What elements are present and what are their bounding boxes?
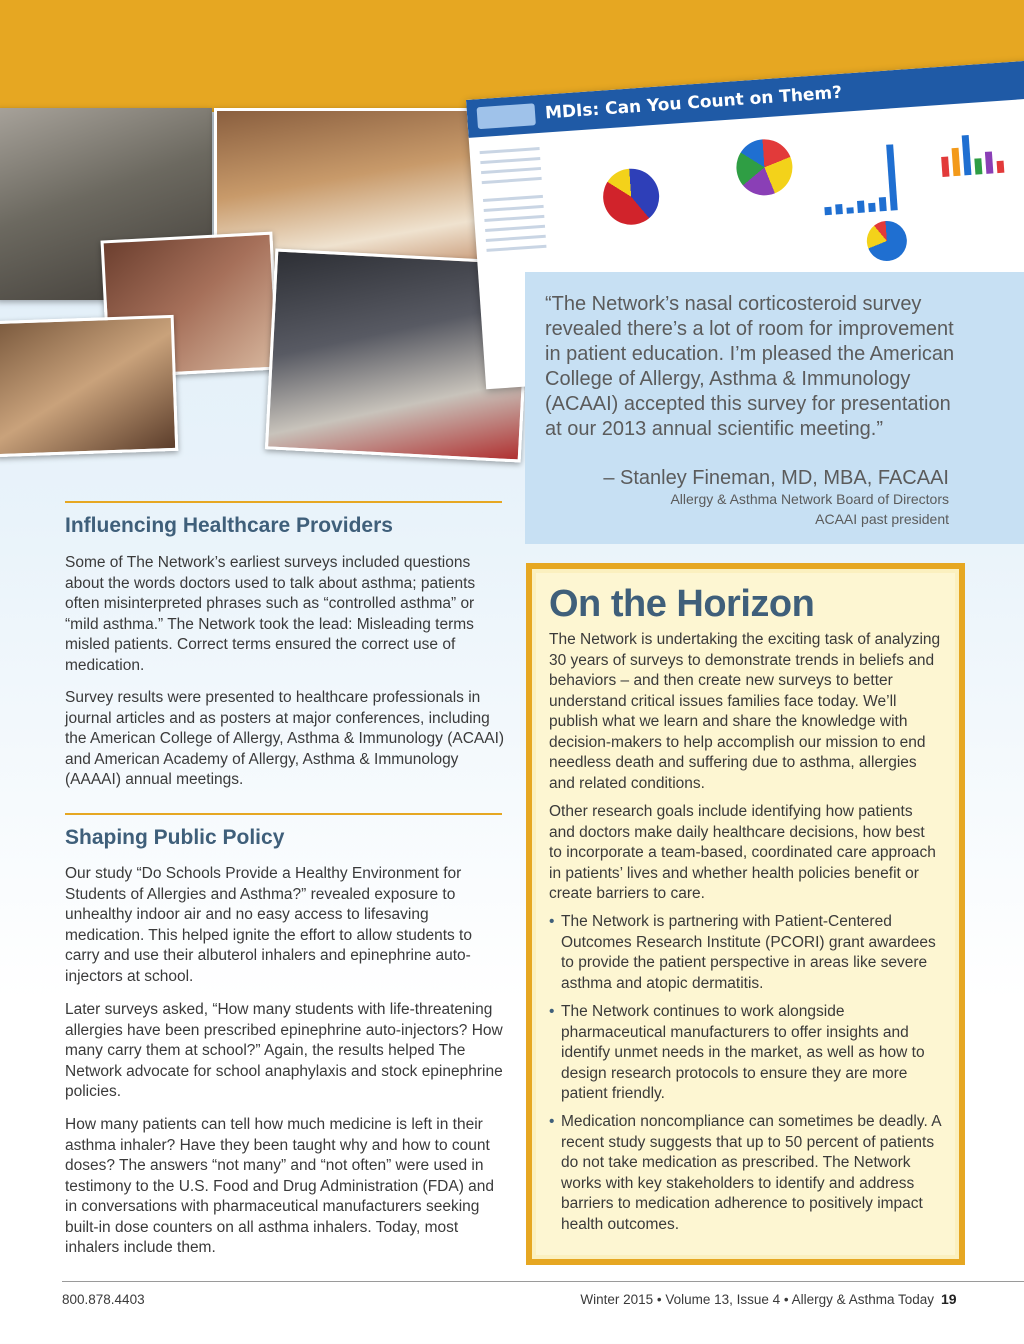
poster-text-line [483, 195, 543, 202]
poster-pie-chart [735, 137, 795, 197]
quote-attribution: – Stanley Fineman, MD, MBA, FACAAI [603, 467, 949, 489]
paragraph: The Network is undertaking the exciting task of analyzing 30 years of surveys to demonstrate trends in beliefs and behaviors – and then create new surveys to better understand critical issues families face today. We’ll publish what we learn and share the knowledge with decision-makers to help accomplish our mission to end needless death and suffering due to asthma, allergies and related conditions. [549, 631, 941, 792]
horizon-title: On the Horizon [549, 583, 815, 625]
paragraph: Survey results were presented to healthcare professionals in journal articles and as posters at major conferences, including the American College of Allergy, Asthma & Immunology (ACAAI) and American Academy of Allergy, Asthma & Immunology (AAAAI) annual meetings. [65, 689, 505, 788]
bullet-icon: • [549, 1113, 555, 1130]
office-meeting-photo [0, 315, 178, 457]
bullet-icon: • [549, 913, 555, 930]
poster-text-line [485, 225, 545, 232]
page-number: 19 [941, 1291, 957, 1307]
section-heading: Influencing Healthcare Providers [65, 514, 393, 537]
bullet-text: The Network is partnering with Patient-Centered Outcomes Research Institute (PCORI) grant awardees to provide the patient perspective in areas like severe asthma and atopic dermatitis. [561, 913, 936, 992]
poster-text-line [480, 157, 540, 164]
bullet-text: The Network continues to work alongside pharmaceutical manufacturers to offer insights and identify unmet needs in the market, as well as how to design research protocols to ensure they are more patient friendly. [561, 1003, 925, 1102]
paragraph: Some of The Network’s earliest surveys included questions about the words doctors used to talk about asthma; patients often misinterpreted phrases such as “controlled asthma” or “mild asthma.” The Network took the lead: Misleading terms misled patients. Correct terms ensured the correct use of medication. [65, 554, 476, 674]
poster-text-line [486, 245, 546, 252]
bullet-text: Medication noncompliance can sometimes be deadly. A recent study suggests that up to 50 percent of patients do not take medication as prescribed. The Network works with key stakeholders to identify and address barriers to medication adherence to positively impact health outcomes. [561, 1113, 941, 1233]
poster-text-line [484, 205, 544, 212]
section-divider [65, 813, 502, 815]
section-divider [65, 501, 502, 503]
footer-issue: Winter 2015 • Volume 13, Issue 4 • Allergy & Asthma Today [580, 1292, 934, 1307]
footer-phone: 800.878.4403 [62, 1292, 145, 1307]
paragraph: How many patients can tell how much medicine is left in their asthma inhaler? Have they been taught why and how to count doses? The answers “not many” and “not often” were used in testimony to the U.S. Food and Drug Administration (FDA) and in conversations with pharmaceutical manufacturers seeking built-in dose counters on all asthma inhalers. Today, most inhalers include them. [65, 1116, 495, 1256]
quote-role: Allergy & Asthma Network Board of Directors [670, 491, 949, 507]
bullet-icon: • [549, 1003, 555, 1020]
poster-text-line [482, 177, 542, 184]
poster-text-line [481, 167, 541, 174]
paragraph: Later surveys asked, “How many students with life-threatening allergies have been prescribed epinephrine auto-injectors? How many carry them at school?” Again, the results helped The Network advocate for school anaphylaxis and stock epinephrine policies. [65, 1001, 503, 1100]
poster-pie-chart [601, 167, 661, 227]
quote-role: ACAAI past president [815, 511, 949, 527]
section-heading: Shaping Public Policy [65, 826, 285, 849]
poster-pie-chart [866, 220, 909, 263]
paragraph: Our study “Do Schools Provide a Healthy Environment for Students of Allergies and Asthma?” revealed exposure to unhealthy indoor air and no easy access to lifesaving medication. This helped ignite the effort to allow students to carry and use their albuterol inhalers and epinephrine auto-injectors at school. [65, 865, 472, 985]
bullet-item [549, 1112, 941, 1235]
poster-bar-chart [939, 123, 1004, 177]
paragraph: Other research goals include identifying how patients and doctors make daily healthcare decisions, how best to incorporate a team-based, coordinated care approach in patients’ lives and whether health policies benefit or create barriers to care. [549, 803, 936, 902]
poster-text-line [486, 235, 546, 242]
quote-text: “The Network’s nasal corticosteroid survey revealed there’s a lot of room for improvement in patient education. I’m pleased the American College of Allergy, Asthma & Immunology (ACAAI) accepted this survey for presentation at our 2013 annual scientific meeting.” [545, 293, 955, 440]
bullet-item [549, 1002, 941, 1105]
poster-bar-chart [820, 140, 898, 215]
footer-divider [62, 1281, 1024, 1282]
poster-logo [477, 103, 536, 129]
poster-title: MDIs: Can You Count on Them? [466, 58, 1024, 138]
poster-text-line [480, 147, 540, 154]
poster-text-line [484, 215, 544, 222]
bullet-item [549, 912, 941, 994]
